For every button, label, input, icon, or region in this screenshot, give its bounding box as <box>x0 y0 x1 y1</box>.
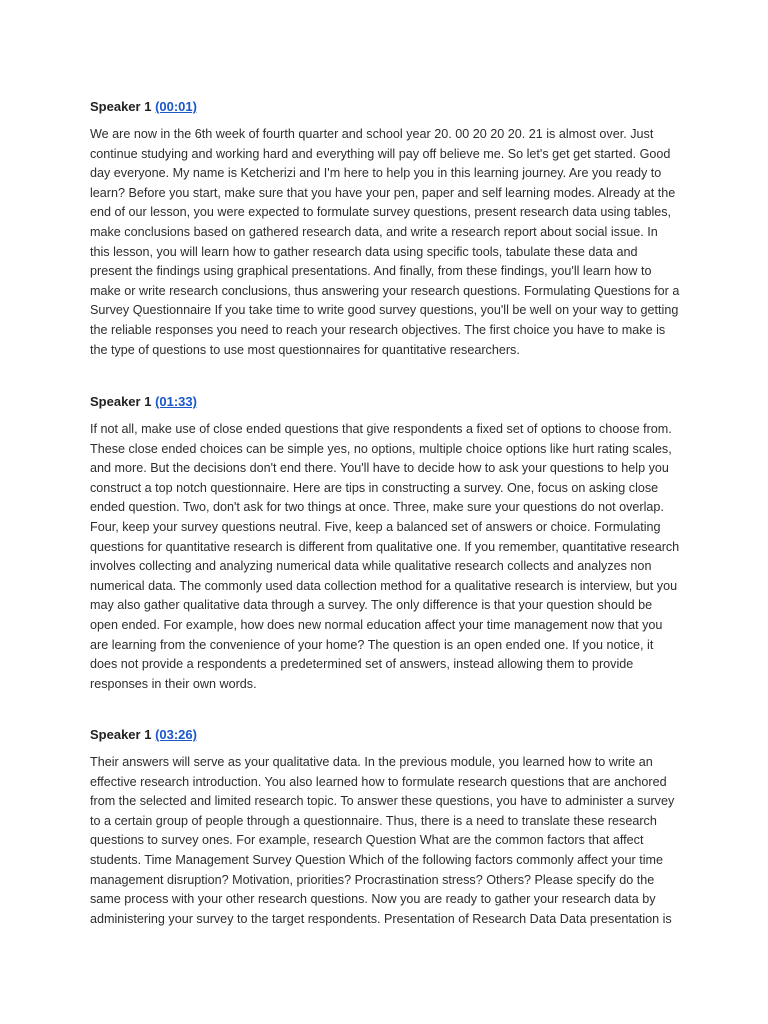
transcript-text: If not all, make use of close ended questions that give respondents a fixed set of options to choose from. These close ended choices can be simple yes, no options, multiple choice options like hurt rating scales, and more. But the decisions don't end there. You'll have to decide how to ask your questions to help you construct a top notch questionnaire. Here are tips in constructing a survey. One, focus on asking close ended question. Two, don't ask for two things at once. Three, make sure your questions do not overlap. Four, keep your survey questions neutral. Five, keep a balanced set of answers or choice. Formulating questions for quantitative research is different from qualitative one. If you remember, quantitative research involves collecting and analyzing numerical data while qualitative research collects and analyzes non numerical data. The commonly used data collection method for a qualitative research is interview, but you may also gather qualitative data through a survey. The only difference is that your question should be open ended. For example, how does new normal education affect your time management now that you are learning from the convenience of your home? The question is an open ended one. If you notice, it does not provide a respondents a predetermined set of answers, instead allowing them to provide responses in their own words. <box>90 422 680 691</box>
speaker-name: Speaker 1 <box>90 727 152 742</box>
speaker-name: Speaker 1 <box>90 99 152 114</box>
timestamp-link[interactable]: (03:26) <box>155 727 197 742</box>
timestamp-link[interactable]: (01:33) <box>155 394 197 409</box>
transcript-segment <box>90 392 680 694</box>
speaker-line <box>90 97 680 117</box>
transcript-text: Their answers will serve as your qualitative data. In the previous module, you learned how to write an effective research introduction. You also learned how to formulate research questions that are anchored from the selected and limited research topic. To answer these questions, you have to administer a survey to a certain group of people through a questionnaire. Thus, there is a need to translate these research questions to survey ones. For example, research Question What are the common factors that affect students. Time Management Survey Question Which of the following factors commonly affect your time management disruption? Motivation, priorities? Procrastination stress? Others? Please specify do the same process with your other research questions. Now you are ready to gather your research data by administering your survey to the target respondents. Presentation of Research Data Data presentation is <box>90 755 675 926</box>
transcript-segment <box>90 725 680 929</box>
timestamp-link[interactable]: (00:01) <box>155 99 197 114</box>
transcript-text: We are now in the 6th week of fourth quarter and school year 20. 00 20 20 20. 21 is almost over. Just continue studying and working hard and everything will pay off believe me. So let's get get started. Good day everyone. My name is Ketcherizi and I'm here to help you in this learning journey. Are you ready to learn? Before you start, make sure that you have your pen, paper and self learning modes. Already at the end of our lesson, you were expected to formulate survey questions, present research data using tables, make conclusions based on gathered research data, and write a research report about social issue. In this lesson, you will learn how to gather research data using specific tools, tabulate these data and present the findings using graphical presentations. And finally, from these findings, you'll learn how to make or write research conclusions, thus answering your research questions. Formulating Questions for a Survey Questionnaire If you take time to write good survey questions, you'll be well on your way to getting the reliable responses you need to reach your research objectives. The first choice you have to make is the type of questions to use most questionnaires for quantitative researchers. <box>90 127 680 357</box>
transcript-segment <box>90 97 680 360</box>
speaker-name: Speaker 1 <box>90 394 152 409</box>
speaker-line <box>90 725 680 745</box>
speaker-line <box>90 392 680 412</box>
